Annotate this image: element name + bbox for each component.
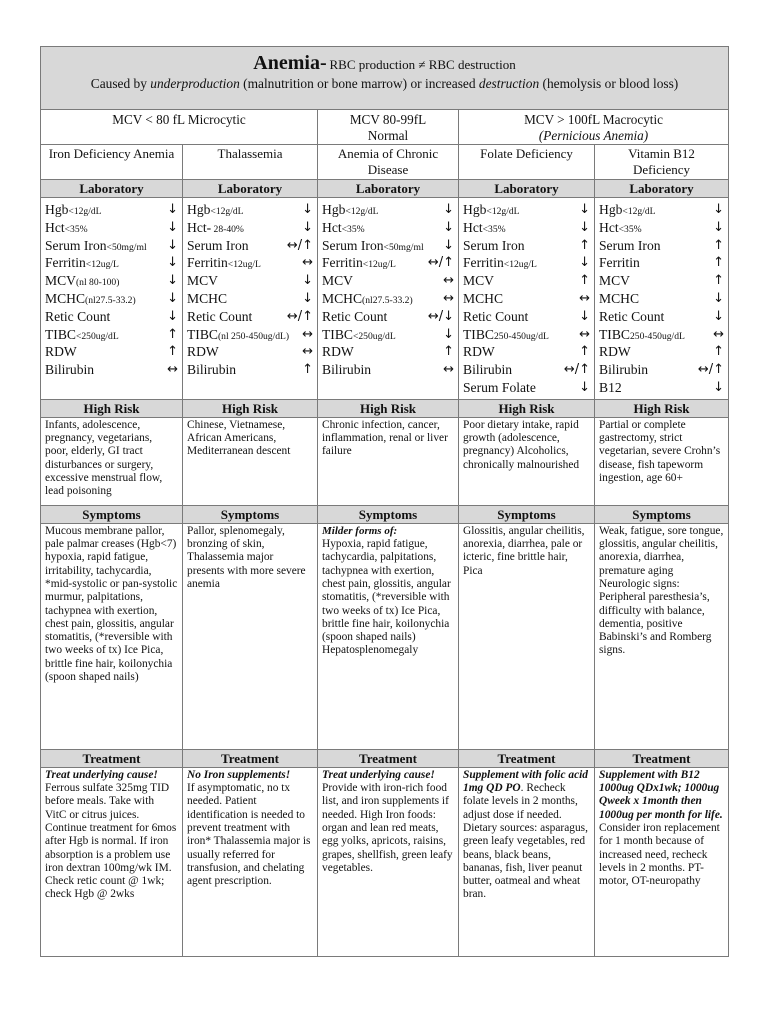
lab-test-name: Serum Folate bbox=[463, 379, 536, 395]
lab-trend-arrow-icon: ↔ bbox=[713, 326, 725, 342]
symptoms-thalassemia: Pallor, splenomegaly, bronzing of skin, Thalassemia major presents with more severe anemia bbox=[183, 523, 318, 749]
lab-value-line bbox=[599, 308, 724, 326]
risk-header: High Risk bbox=[41, 399, 183, 417]
lab-trend-arrow-icon: ↓ bbox=[443, 219, 454, 235]
lab-reference-range: <12g/dL bbox=[486, 206, 520, 217]
lab-test-name: Hct bbox=[599, 219, 619, 235]
lab-values-chronic bbox=[318, 198, 459, 400]
lab-test-name: Retic Count bbox=[322, 308, 388, 324]
title-main: Anemia- bbox=[253, 52, 327, 74]
lab-value-line bbox=[322, 326, 454, 344]
lab-test-name: MCV bbox=[599, 273, 630, 289]
lab-trend-arrow-icon: ↔ bbox=[579, 290, 590, 306]
lab-value-line bbox=[187, 361, 313, 379]
lab-value-line bbox=[463, 254, 590, 272]
lab-test-name: MCHC bbox=[45, 290, 86, 306]
mcv-macrocytic bbox=[459, 110, 729, 145]
lab-value-line bbox=[463, 290, 590, 308]
desc-text-3: (hemolysis or blood loss) bbox=[539, 76, 679, 91]
lab-test-name: Hct bbox=[45, 219, 65, 235]
lab-test-name: MCV bbox=[463, 273, 494, 289]
risk-iron: Infants, adolescence, pregnancy, vegetarians, poor, elderly, GI tract disturbances or surgery, excessive menstrual flow, lead poisoning bbox=[41, 417, 183, 505]
lab-value-line bbox=[322, 308, 454, 326]
mcv-normal-label: Normal bbox=[367, 128, 409, 143]
lab-trend-arrow-icon: ↓ bbox=[579, 202, 590, 217]
lab-value-line bbox=[322, 201, 454, 219]
lab-reference-range: <12g/dL bbox=[68, 206, 102, 217]
lab-trend-arrow-icon: ↓ bbox=[713, 219, 725, 235]
lab-value-line bbox=[463, 326, 590, 344]
treatment-header: Treatment bbox=[459, 749, 595, 767]
lab-trend-arrow-icon: ↓ bbox=[579, 219, 590, 235]
lab-reference-range: (nl 250-450ug/dL) bbox=[217, 330, 290, 342]
lab-value-line bbox=[187, 343, 313, 361]
lab-value-line bbox=[463, 361, 590, 379]
mcv-row bbox=[41, 110, 729, 145]
lab-reference-range: <250ug/dL bbox=[352, 330, 396, 342]
lab-trend-arrow-icon: ↓ bbox=[443, 202, 454, 217]
high-risk-header-row bbox=[41, 399, 729, 417]
lab-values-b12 bbox=[595, 198, 729, 400]
lab-reference-range: <12g/dL bbox=[345, 206, 379, 217]
lab-header: Laboratory bbox=[459, 180, 595, 198]
risk-folate: Poor dietary intake, rapid growth (adolescence, pregnancy) Alcoholics, chronically malnourished bbox=[459, 417, 595, 505]
lab-trend-arrow-icon: ↔ bbox=[302, 344, 313, 360]
symptoms-header-row bbox=[41, 505, 729, 523]
treatment-header-row bbox=[41, 749, 729, 767]
lab-reference-range: <35% bbox=[64, 223, 88, 235]
lab-trend-arrow-icon: ↑ bbox=[167, 326, 178, 342]
treatment-folate bbox=[459, 767, 595, 956]
lab-reference-range: <12ug/L bbox=[227, 259, 261, 271]
lab-trend-arrow-icon: ↔/↑ bbox=[286, 308, 313, 324]
lab-value-line bbox=[45, 290, 178, 308]
lab-value-line bbox=[599, 361, 724, 379]
lab-trend-arrow-icon: ↑ bbox=[443, 344, 454, 360]
lab-trend-arrow-icon: ↓ bbox=[713, 379, 725, 395]
lab-header: Laboratory bbox=[183, 180, 318, 198]
lab-test-name: Ferritin bbox=[322, 255, 363, 271]
lab-trend-arrow-icon: ↓ bbox=[713, 290, 725, 306]
lab-reference-range: <50mg/ml bbox=[383, 241, 424, 253]
symptoms-header: Symptoms bbox=[318, 505, 459, 523]
treatment-header: Treatment bbox=[41, 749, 183, 767]
lab-value-line bbox=[463, 308, 590, 326]
lab-trend-arrow-icon: ↔ bbox=[302, 326, 313, 342]
lab-trend-arrow-icon: ↓ bbox=[167, 219, 178, 235]
treatment-header: Treatment bbox=[595, 749, 729, 767]
laboratory-header-row bbox=[41, 180, 729, 198]
lab-value-line bbox=[322, 272, 454, 290]
lab-values-folate bbox=[459, 198, 595, 400]
anemia-reference-sheet bbox=[40, 46, 728, 957]
lab-test-name: B12 bbox=[599, 379, 622, 395]
lab-value-line bbox=[45, 326, 178, 344]
treatment-thalassemia bbox=[183, 767, 318, 956]
desc-underproduction: underproduction bbox=[150, 76, 240, 91]
lab-reference-range: <12g/dL bbox=[210, 206, 244, 217]
lab-trend-arrow-icon: ↔ bbox=[302, 255, 313, 271]
lab-reference-range: <35% bbox=[341, 223, 365, 235]
lab-value-line bbox=[463, 272, 590, 290]
lab-trend-arrow-icon: ↓ bbox=[713, 202, 725, 217]
symptoms-chronic-lead: Milder forms of: bbox=[322, 524, 398, 537]
lab-reference-range: 28-40% bbox=[211, 223, 244, 235]
lab-value-line bbox=[599, 254, 724, 272]
lab-value-line bbox=[322, 361, 454, 379]
lab-test-name: Bilirubin bbox=[187, 362, 237, 378]
symptoms-folate: Glossitis, angular cheilitis, anorexia, diarrhea, pale or icteric, fine brittle hair, Pica bbox=[459, 523, 595, 749]
lab-value-line bbox=[322, 219, 454, 237]
lab-test-name: TIBC bbox=[45, 326, 76, 342]
lab-trend-arrow-icon: ↔/↓ bbox=[427, 308, 454, 324]
lab-test-name: Hgb bbox=[322, 202, 346, 217]
lab-trend-arrow-icon: ↓ bbox=[167, 308, 178, 324]
lab-test-name: TIBC bbox=[187, 326, 218, 342]
lab-test-name: RDW bbox=[187, 344, 219, 360]
desc-destruction: destruction bbox=[478, 76, 540, 91]
lab-trend-arrow-icon: ↓ bbox=[579, 255, 590, 271]
lab-trend-arrow-icon: ↓ bbox=[167, 237, 178, 253]
lab-trend-arrow-icon: ↑ bbox=[713, 344, 725, 360]
lab-header: Laboratory bbox=[318, 180, 459, 198]
lab-value-line bbox=[45, 237, 178, 255]
lab-trend-arrow-icon: ↓ bbox=[443, 237, 454, 253]
lab-value-line bbox=[463, 201, 590, 219]
lab-value-line bbox=[599, 343, 724, 361]
type-iron-deficiency: Iron Deficiency Anemia bbox=[41, 145, 183, 180]
mcv-normal bbox=[318, 110, 459, 145]
title-description bbox=[47, 75, 722, 92]
symptoms-header: Symptoms bbox=[595, 505, 729, 523]
lab-value-line bbox=[45, 272, 178, 290]
lab-value-line bbox=[599, 326, 724, 344]
risk-b12: Partial or complete gastrectomy, strict vegetarian, severe Crohn’s disease, fish tapeworm ingestion, age 60+ bbox=[595, 417, 729, 505]
lab-value-line bbox=[45, 201, 178, 219]
lab-test-name: MCHC bbox=[322, 290, 363, 306]
lab-test-name: TIBC bbox=[599, 326, 630, 342]
lab-trend-arrow-icon: ↔ bbox=[579, 326, 590, 342]
lab-value-line bbox=[599, 201, 724, 219]
treatment-header: Treatment bbox=[183, 749, 318, 767]
lab-test-name: Ferritin bbox=[463, 255, 504, 271]
treatment-thal-lead: No Iron supplements! bbox=[187, 768, 291, 781]
lab-trend-arrow-icon: ↓ bbox=[167, 273, 178, 289]
risk-header: High Risk bbox=[595, 399, 729, 417]
lab-test-name: Hct- bbox=[187, 219, 212, 235]
lab-test-name: RDW bbox=[45, 344, 77, 360]
lab-reference-range: 250-450ug/dL bbox=[629, 330, 685, 342]
lab-reference-range: <12g/dL bbox=[622, 206, 656, 217]
lab-test-name: Serum Iron bbox=[463, 237, 525, 253]
treatment-b12-lead: Supplement with B12 1000ug QDx1wk; 1000ug Qweek x 1month then 1000ug per month for life. bbox=[599, 768, 723, 821]
lab-trend-arrow-icon: ↑ bbox=[713, 255, 725, 271]
lab-test-name: RDW bbox=[599, 344, 631, 360]
mcv-normal-range: MCV 80-99fL bbox=[349, 112, 427, 127]
lab-reference-range: <35% bbox=[482, 223, 506, 235]
treatment-header: Treatment bbox=[318, 749, 459, 767]
lab-value-line bbox=[599, 290, 724, 308]
lab-trend-arrow-icon: ↓ bbox=[167, 290, 178, 306]
lab-test-name: Serum Iron bbox=[599, 237, 661, 253]
lab-trend-arrow-icon: ↓ bbox=[167, 255, 178, 271]
lab-trend-arrow-icon: ↔/↑ bbox=[286, 237, 313, 253]
lab-trend-arrow-icon: ↓ bbox=[302, 290, 313, 306]
high-risk-row bbox=[41, 417, 729, 505]
lab-trend-arrow-icon: ↔ bbox=[443, 362, 454, 378]
lab-reference-range: (nl27.5-33.2) bbox=[85, 294, 136, 306]
lab-value-line bbox=[463, 219, 590, 237]
lab-value-line bbox=[45, 254, 178, 272]
treatment-thal-text: If asymptomatic, no tx needed. Patient identification is needed to prevent treatment with iron* Thalassemia major is usually referred for transfusion, and chelating agent prescription. bbox=[187, 782, 311, 888]
lab-test-name: Hct bbox=[463, 219, 483, 235]
lab-reference-range: <50mg/ml bbox=[106, 241, 147, 253]
lab-test-name: Hgb bbox=[463, 202, 487, 217]
lab-test-name: Bilirubin bbox=[45, 362, 95, 378]
lab-test-name: Hgb bbox=[187, 202, 211, 217]
lab-trend-arrow-icon: ↔ bbox=[167, 362, 178, 378]
treatment-folate-lead: Supplement with folic acid 1mg QD PO bbox=[463, 768, 588, 795]
mcv-macro-note: (Pernicious Anemia) bbox=[538, 128, 649, 143]
lab-trend-arrow-icon: ↓ bbox=[302, 273, 313, 289]
lab-reference-range: (nl27.5-33.2) bbox=[362, 294, 413, 306]
lab-reference-range: <12ug/L bbox=[85, 259, 119, 271]
lab-trend-arrow-icon: ↑ bbox=[713, 273, 725, 289]
lab-value-line bbox=[187, 237, 313, 255]
lab-test-name: Bilirubin bbox=[322, 362, 372, 378]
title-cell bbox=[41, 47, 729, 110]
lab-value-line bbox=[463, 379, 590, 397]
lab-trend-arrow-icon: ↓ bbox=[713, 308, 725, 324]
type-folate-deficiency: Folate Deficiency bbox=[459, 145, 595, 180]
lab-trend-arrow-icon: ↓ bbox=[302, 202, 313, 217]
lab-values-iron bbox=[41, 198, 183, 400]
type-chronic-disease: Anemia of Chronic Disease bbox=[318, 145, 459, 180]
lab-value-line bbox=[322, 254, 454, 272]
symptoms-chronic bbox=[318, 523, 459, 749]
lab-test-name: MCV bbox=[322, 273, 353, 289]
lab-test-name: Bilirubin bbox=[463, 362, 513, 378]
lab-trend-arrow-icon: ↓ bbox=[443, 326, 454, 342]
anemia-type-row bbox=[41, 145, 729, 180]
symptoms-header: Symptoms bbox=[459, 505, 595, 523]
lab-test-name: Retic Count bbox=[599, 308, 665, 324]
lab-test-name: Serum Iron bbox=[187, 237, 249, 253]
lab-value-line bbox=[45, 219, 178, 237]
lab-trend-arrow-icon: ↔/↑ bbox=[427, 255, 454, 271]
lab-test-name: MCHC bbox=[463, 290, 504, 306]
lab-value-line bbox=[599, 379, 724, 397]
lab-reference-range: 250-450ug/dL bbox=[493, 330, 549, 342]
lab-test-name: Serum Iron bbox=[45, 237, 107, 253]
lab-test-name: RDW bbox=[463, 344, 495, 360]
lab-test-name: MCV bbox=[187, 273, 218, 289]
lab-value-line bbox=[187, 254, 313, 272]
lab-test-name: Retic Count bbox=[45, 308, 111, 324]
lab-trend-arrow-icon: ↑ bbox=[167, 344, 178, 360]
lab-test-name: Bilirubin bbox=[599, 362, 649, 378]
lab-test-name: Ferritin bbox=[45, 255, 86, 271]
lab-trend-arrow-icon: ↑ bbox=[579, 273, 590, 289]
risk-thalassemia: Chinese, Vietnamese, African Americans, Mediterranean descent bbox=[183, 417, 318, 505]
lab-reference-range: (nl 80-100) bbox=[75, 277, 120, 289]
anemia-table bbox=[40, 46, 729, 957]
treatment-row bbox=[41, 767, 729, 956]
risk-header: High Risk bbox=[459, 399, 595, 417]
lab-value-line bbox=[187, 308, 313, 326]
treatment-chronic bbox=[318, 767, 459, 956]
lab-trend-arrow-icon: ↑ bbox=[302, 362, 313, 378]
lab-test-name: Hct bbox=[322, 219, 342, 235]
risk-chronic: Chronic infection, cancer, inflammation, renal or liver failure bbox=[318, 417, 459, 505]
lab-value-line bbox=[599, 272, 724, 290]
lab-trend-arrow-icon: ↑ bbox=[713, 237, 725, 253]
treatment-b12-text: Consider iron replacement for 1 month because of increased need, recheck levels in 2 months. PT-motor, OT-neuropathy bbox=[599, 821, 720, 888]
mcv-microcytic: MCV < 80 fL Microcytic bbox=[41, 110, 318, 145]
lab-value-line bbox=[322, 237, 454, 255]
lab-test-name: RDW bbox=[322, 344, 354, 360]
lab-trend-arrow-icon: ↑ bbox=[579, 344, 590, 360]
lab-trend-arrow-icon: ↔/↑ bbox=[563, 362, 590, 378]
page-title bbox=[47, 51, 722, 75]
desc-text-2: (malnutrition or bone marrow) or increased bbox=[239, 76, 479, 91]
lab-trend-arrow-icon: ↓ bbox=[579, 379, 590, 395]
lab-value-line bbox=[322, 343, 454, 361]
treatment-folate-period: . bbox=[520, 782, 524, 795]
lab-header: Laboratory bbox=[41, 180, 183, 198]
lab-value-line bbox=[187, 290, 313, 308]
lab-reference-range: <12ug/L bbox=[503, 259, 537, 271]
lab-test-name: Hgb bbox=[45, 202, 69, 217]
lab-value-line bbox=[45, 308, 178, 326]
lab-value-line bbox=[187, 201, 313, 219]
symptoms-b12: Weak, fatigue, sore tongue, glossitis, angular cheilitis, anorexia, diarrhea, premature aging Neurologic signs: Peripheral paresthesia’s, difficulty with balance, dementia, positive Babinski’s and Romberg signs. bbox=[595, 523, 729, 749]
symptoms-header: Symptoms bbox=[41, 505, 183, 523]
lab-value-line bbox=[187, 219, 313, 237]
type-thalassemia: Thalassemia bbox=[183, 145, 318, 180]
lab-trend-arrow-icon: ↓ bbox=[302, 219, 313, 235]
lab-value-line bbox=[599, 219, 724, 237]
lab-value-line bbox=[463, 343, 590, 361]
desc-text-1: Caused by bbox=[90, 76, 151, 91]
treatment-iron bbox=[41, 767, 183, 956]
lab-reference-range: <250ug/dL bbox=[75, 330, 119, 342]
symptoms-header: Symptoms bbox=[183, 505, 318, 523]
lab-trend-arrow-icon: ↑ bbox=[579, 237, 590, 253]
lab-test-name: MCHC bbox=[187, 290, 228, 306]
treatment-chronic-lead: Treat underlying cause! bbox=[322, 768, 435, 781]
lab-value-line bbox=[463, 237, 590, 255]
title-subtitle: RBC production ≠ RBC destruction bbox=[329, 57, 516, 72]
lab-value-line bbox=[187, 272, 313, 290]
lab-reference-range: <12ug/L bbox=[362, 259, 396, 271]
lab-trend-arrow-icon: ↓ bbox=[167, 202, 178, 217]
lab-test-name: TIBC bbox=[322, 326, 353, 342]
lab-trend-arrow-icon: ↔/↑ bbox=[697, 362, 725, 378]
lab-header: Laboratory bbox=[595, 180, 729, 198]
lab-trend-arrow-icon: ↔ bbox=[443, 273, 454, 289]
lab-value-line bbox=[599, 237, 724, 255]
lab-test-name: Serum Iron bbox=[322, 237, 384, 253]
risk-header: High Risk bbox=[183, 399, 318, 417]
title-row bbox=[41, 47, 729, 110]
symptoms-row bbox=[41, 523, 729, 749]
lab-reference-range: <35% bbox=[618, 223, 642, 235]
treatment-chronic-text: Provide with iron-rich food list, and iron supplements if needed. High Iron foods: organ and lean red meats, egg yolks, apricots, raisins, grapes, shellfish, green leafy vegetables. bbox=[322, 782, 453, 874]
lab-value-line bbox=[187, 326, 313, 344]
treatment-iron-text: Ferrous sulfate 325mg TID before meals. Take with VitC or citrus juices. Continue treatment for 6mos after Hgb is normal. If iron absorption is a problem use iron dextran 100mg/wk IM. Check retic count @ 1wk; check Hgb @ 2wks bbox=[45, 782, 177, 901]
lab-test-name: Retic Count bbox=[187, 308, 253, 324]
treatment-iron-lead: Treat underlying cause! bbox=[45, 768, 158, 781]
lab-value-line bbox=[45, 343, 178, 361]
lab-test-name: Hgb bbox=[599, 202, 623, 217]
lab-test-name: TIBC bbox=[463, 326, 494, 342]
lab-value-line bbox=[45, 361, 178, 379]
lab-value-line bbox=[322, 290, 454, 308]
lab-trend-arrow-icon: ↔ bbox=[443, 290, 454, 306]
symptoms-chronic-text: Hypoxia, rapid fatigue, tachycardia, palpitations, tachypnea with exertion, chest pain, glossitis, angular stomatitis, (*reversible with two weeks of tx) Ice Pica, brittle fine hair, koilonychia (spoon shaped nails) Hepatosplenomegaly bbox=[322, 538, 451, 657]
lab-test-name: MCHC bbox=[599, 290, 640, 306]
lab-test-name: Ferritin bbox=[599, 255, 640, 271]
treatment-b12 bbox=[595, 767, 729, 956]
treatment-folate-text: Recheck folate levels in 2 months, adjust dose if needed. Dietary sources: asparagus, green leafy vegetables, red beans, black beans, bananas, fish, liver peanut butter, oatmeal and wheat bran. bbox=[463, 782, 588, 901]
lab-test-name: Ferritin bbox=[187, 255, 228, 271]
risk-header: High Risk bbox=[318, 399, 459, 417]
mcv-macro-range: MCV > 100fL Macrocytic bbox=[524, 112, 663, 127]
lab-values-thalassemia bbox=[183, 198, 318, 400]
lab-test-name: MCV bbox=[45, 273, 76, 289]
laboratory-row bbox=[41, 198, 729, 400]
lab-trend-arrow-icon: ↓ bbox=[579, 308, 590, 324]
lab-test-name: Retic Count bbox=[463, 308, 529, 324]
type-b12-deficiency: Vitamin B12 Deficiency bbox=[595, 145, 729, 180]
symptoms-iron: Mucous membrane pallor, pale palmar creases (Hgb<7) hypoxia, rapid fatigue, irritability, tachycardia, *mid-systolic or pan-systolic murmur, palpitations, tachypnea with exertion, chest pain, glossitis, angular stomatitis, (*reversible with two weeks of tx) Ice Pica, brittle fine hair, koilonychia (spoon shaped nails) bbox=[41, 523, 183, 749]
